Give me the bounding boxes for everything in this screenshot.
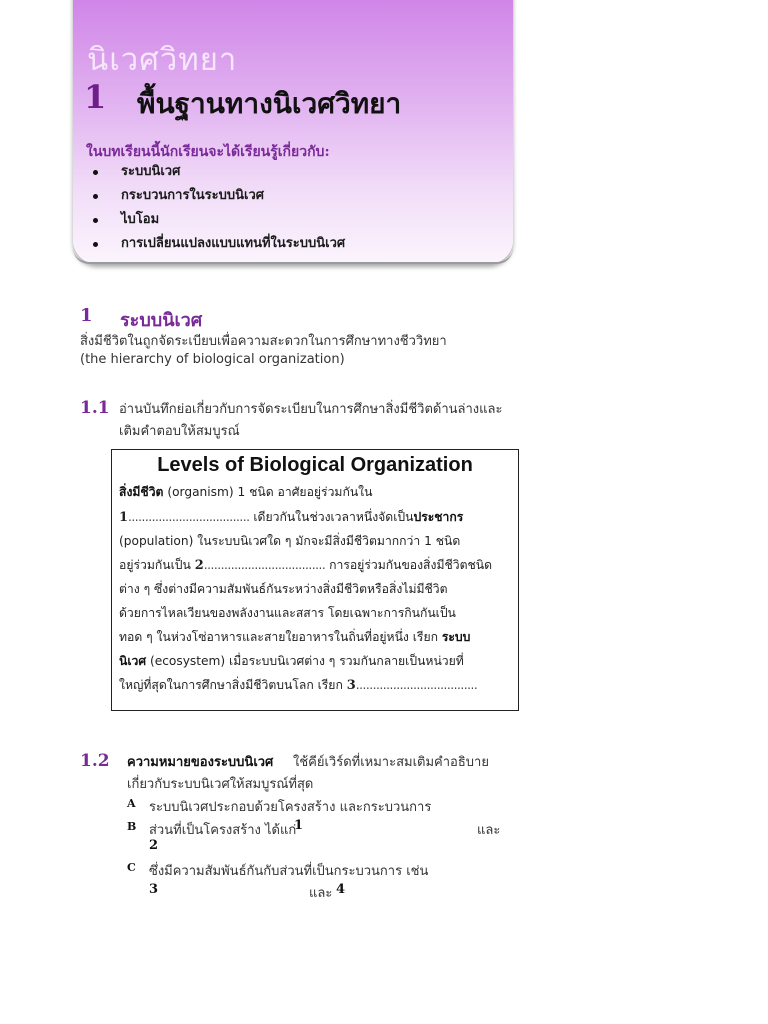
learning-objectives-heading: ในบทเรียนนี้นักเรียนจะได้เรียนรู้เกี่ยวกับ: [86, 144, 330, 160]
item-letter-b: B [127, 820, 137, 833]
list-item: ระบบนิเวศ [92, 162, 345, 186]
box-line-5: ต่าง ๆ ซึ่งต่างมีความสัมพันธ์กันระหว่างสิ่งมีชีวิตหรือสิ่งไม่มีชีวิต [119, 582, 448, 596]
blank-2-number: 2 [194, 558, 204, 573]
blank-3-field[interactable]: .................................... [355, 678, 478, 692]
question-1-2-heading: ความหมายของระบบนิเวศ [127, 755, 274, 770]
item-b-joiner: และ [477, 823, 501, 838]
item-c-text: ซึ่งมีความสัมพันธ์กันกับส่วนที่เป็นกระบวนการ เช่น [149, 864, 429, 879]
question-1-2-instruction-line1: ใช้คีย์เวิร์ดที่เหมาะสมเติมคำอธิบาย [293, 755, 489, 770]
box-line-7: ทอด ๆ ในห่วงโซ่อาหารและสายใยอาหารในถิ่นที่อยู่หนึ่ง เรียก ระบบ [119, 630, 471, 644]
section-title: ระบบนิเวศ [120, 310, 203, 331]
chapter-number: 1 [84, 78, 107, 116]
item-letter-c: C [127, 861, 136, 874]
subject-title: นิเวศวิทยา [87, 42, 238, 78]
section-intro-english: (the hierarchy of biological organization) [80, 352, 345, 367]
section-number: 1 [80, 305, 93, 326]
blank-1-number: 1 [119, 510, 129, 525]
chapter-title: พื้นฐานทางนิเวศวิทยา [137, 87, 402, 120]
item-b-text: ส่วนที่เป็นโครงสร้าง ได้แก่ [149, 823, 297, 838]
term-organism: สิ่งมีชีวิต [119, 485, 164, 499]
blank-c-3-number[interactable]: 3 [149, 882, 159, 897]
list-item: การเปลี่ยนแปลงแบบแทนที่ในระบบนิเวศ [92, 234, 345, 258]
box-line-9: ใหญ่ที่สุดในการศึกษาสิ่งมีชีวิตบนโลก เรียก 3.................................... [119, 678, 478, 693]
blank-2-field[interactable]: .................................... [203, 558, 326, 572]
question-number-1-1: 1.1 [80, 398, 110, 418]
box-line-3: (population) ในระบบนิเวศใด ๆ มักจะมีสิ่งมีชีวิตมากกว่า 1 ชนิด [119, 534, 461, 548]
term-ecosystem: นิเวศ [119, 654, 147, 668]
list-item: กระบวนการในระบบนิเวศ [92, 186, 345, 210]
item-c-joiner: และ [309, 886, 333, 901]
box-line-6: ด้วยการไหลเวียนของพลังงานและสสาร โดยเฉพาะการกินกันเป็น [119, 606, 456, 620]
box-title: Levels of Biological Organization [157, 454, 473, 476]
blank-1-field[interactable]: .................................... [128, 510, 250, 524]
term-population: ประชากร [413, 510, 464, 524]
box-line-4: อยู่ร่วมกันเป็น 2.................................... การอยู่ร่วมกันของสิ่งมีชีวิตชนิด [119, 558, 493, 573]
item-letter-a: A [127, 797, 136, 810]
box-line-2: 1.................................... เดียวกันในช่วงเวลาหนึ่งจัดเป็นประชากร [119, 510, 464, 525]
list-item: ไบโอม [92, 210, 345, 234]
learning-objectives-list [92, 162, 345, 258]
biological-organization-box [111, 449, 519, 711]
question-1-1-instruction-line2: เติมคำตอบให้สมบูรณ์ [119, 424, 240, 439]
blank-b-1-number[interactable]: 1 [294, 818, 304, 833]
blank-b-2-number[interactable]: 2 [149, 838, 159, 853]
question-1-2-instruction-line2: เกี่ยวกับระบบนิเวศให้สมบูรณ์ที่สุด [127, 777, 314, 792]
question-1-1-instruction-line1: อ่านบันทึกย่อเกี่ยวกับการจัดระเบียบในการศึกษาสิ่งมีชีวิตด้านล่างและ [119, 402, 503, 417]
question-number-1-2: 1.2 [80, 751, 110, 771]
box-line-8: นิเวศ (ecosystem) เมื่อระบบนิเวศต่าง ๆ รวมกันกลายเป็นหน่วยที่ [119, 654, 464, 668]
box-line-1: สิ่งมีชีวิต (organism) 1 ชนิด อาศัยอยู่ร่วมกันใน [119, 485, 373, 499]
blank-3-number: 3 [346, 678, 356, 693]
item-a-text: ระบบนิเวศประกอบด้วยโครงสร้าง และกระบวนการ [149, 800, 432, 815]
section-intro-thai: สิ่งมีชีวิตในถูกจัดระเบียบเพื่อความสะดวกในการศึกษาทางชีววิทยา [80, 334, 447, 349]
blank-c-4-number[interactable]: 4 [336, 882, 346, 897]
